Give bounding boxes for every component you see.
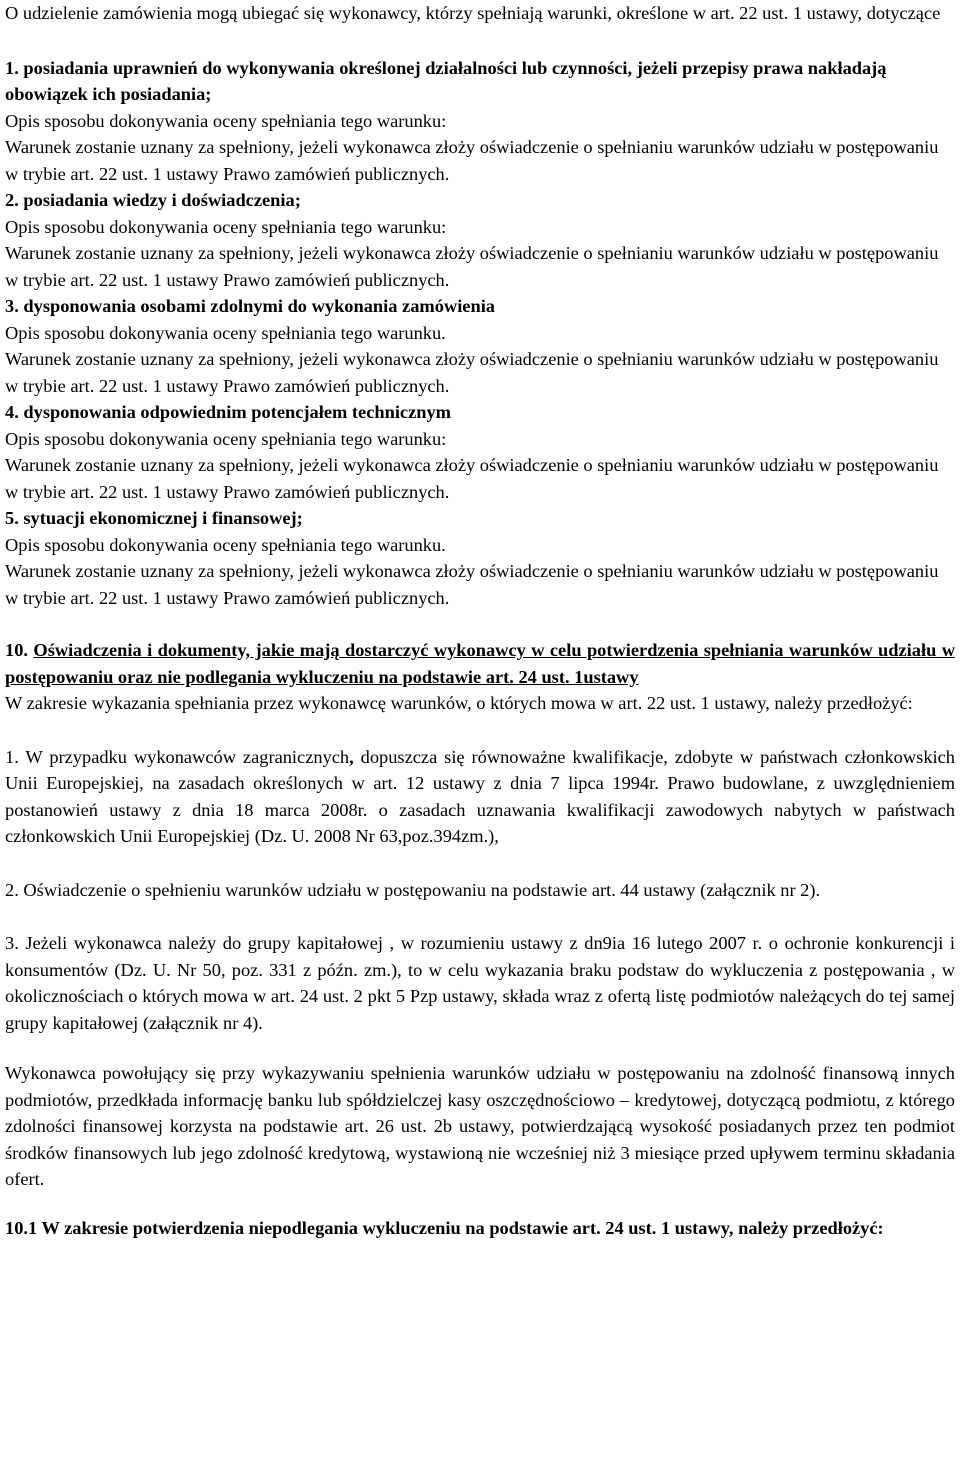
condition-heading: 1. posiadania uprawnień do wykonywania określonej działalności lub czynności, jeżeli przepisy prawa nakładają obowiązek ich posiadania; xyxy=(5,57,887,104)
section-10-title: Oświadczenia i dokumenty, jakie mają dostarczyć wykonawcy w celu potwierdzenia spełniania warunków udziału w postępowaniu oraz nie podlegania wykluczeniu na podstawie art. 24 ust. 1ustawy xyxy=(5,640,955,687)
intro-paragraph: O udzielenie zamówienia mogą ubiegać się wykonawcy, którzy spełniają warunki, określone w art. 22 ust. 1 ustawy, dotyczące xyxy=(5,3,941,23)
condition-assessment-label: Opis sposobu dokonywania oceny spełniania tego warunku: xyxy=(5,110,447,131)
condition-2 xyxy=(5,187,955,293)
section-10-item-3: 3. Jeżeli wykonawca należy do grupy kapitałowej , w rozumieniu ustawy z dn9ia 16 lutego 2007 r. o ochronie konkurencji i konsumentów (Dz. U. Nr 50, poz. 331 z późn. zm.), to w celu wykazania braku podstaw do wykluczenia z postępowania , w okolicznościach o których mowa w art. 24 ust. 2 pkt 5 Pzp ustawy, składa wraz z ofertą listę podmiotów należących do tej samej grupy kapitałowej (załącznik nr 4). xyxy=(5,933,955,1033)
condition-assessment-label: Opis sposobu dokonywania oceny spełniania tego warunku. xyxy=(5,322,446,343)
section-10-item-1 xyxy=(5,744,955,850)
section-10-number: 10. xyxy=(5,640,28,660)
condition-assessment-text: Warunek zostanie uznany za spełniony, jeżeli wykonawca złoży oświadczenie o spełnianiu warunków udziału w postępowaniu w trybie art. 22 ust. 1 ustawy Prawo zamówień publicznych. xyxy=(5,455,939,502)
financial-capacity-paragraph: Wykonawca powołujący się przy wykazywaniu spełnienia warunków udziału w postępowaniu na zdolność finansową innych podmiotów, przedkłada informację banku lub spółdzielczej kasy oszczędnościowo – kredytowej, dotyczącą podmiotu, z którego zdolności finansowej korzysta na podstawie art. 26 ust. 2b ustawy, potwierdzającą wysokość posiadanych przez ten podmiot środków finansowych lub jego zdolność kredytową, wystawioną nie wcześniej niż 3 miesiące przed upływem terminu składania ofert. xyxy=(5,1063,955,1189)
condition-assessment-label: Opis sposobu dokonywania oceny spełniania tego warunku. xyxy=(5,534,446,555)
condition-1 xyxy=(5,55,955,188)
condition-4 xyxy=(5,399,955,505)
condition-heading: 3. dysponowania osobami zdolnymi do wykonania zamówienia xyxy=(5,296,496,316)
item-1-comma: , xyxy=(349,746,354,767)
condition-heading: 2. posiadania wiedzy i doświadczenia; xyxy=(5,190,301,210)
section-10-lead: W zakresie wykazania spełniania przez wykonawcę warunków, o których mowa w art. 22 ust. 1 ustawy, należy przedłożyć: xyxy=(5,693,913,713)
item-1-rest: dopuszcza się równoważne kwalifikacje, zdobyte w państwach członkowskich Unii Europejskiej, na zasadach określonych w art. 12 ustawy z dnia 7 lipca 1994r. Prawo budowlane, z uwzględnieniem postanowień ustawy z dnia 18 marca 2008r. o zasadach uznawania kwalifikacji zawodowych nabytych w państwach członkowskich Unii Europejskiej (Dz. U. 2008 Nr 63,poz.394zm.), xyxy=(5,746,955,846)
section-10-heading xyxy=(5,637,955,690)
condition-heading: 5. sytuacji ekonomicznej i finansowej; xyxy=(5,508,303,528)
condition-assessment-label: Opis sposobu dokonywania oceny spełniania tego warunku: xyxy=(5,428,447,449)
condition-assessment-text: Warunek zostanie uznany za spełniony, jeżeli wykonawca złoży oświadczenie o spełnianiu warunków udziału w postępowaniu w trybie art. 22 ust. 1 ustawy Prawo zamówień publicznych. xyxy=(5,243,939,290)
section-10-1-heading: 10.1 W zakresie potwierdzenia niepodlegania wykluczeniu na podstawie art. 24 ust. 1 ustawy, należy przedłożyć: xyxy=(5,1217,884,1238)
item-1-start: 1. W przypadku wykonawców zagranicznych xyxy=(5,746,350,767)
condition-assessment-text: Warunek zostanie uznany za spełniony, jeżeli wykonawca złoży oświadczenie o spełnianiu warunków udziału w postępowaniu w trybie art. 22 ust. 1 ustawy Prawo zamówień publicznych. xyxy=(5,561,939,608)
condition-3 xyxy=(5,293,955,399)
condition-assessment-label: Opis sposobu dokonywania oceny spełniania tego warunku: xyxy=(5,216,447,237)
condition-assessment-text: Warunek zostanie uznany za spełniony, jeżeli wykonawca złoży oświadczenie o spełnianiu warunków udziału w postępowaniu w trybie art. 22 ust. 1 ustawy Prawo zamówień publicznych. xyxy=(5,137,939,184)
condition-assessment-text: Warunek zostanie uznany za spełniony, jeżeli wykonawca złoży oświadczenie o spełnianiu warunków udziału w postępowaniu w trybie art. 22 ust. 1 ustawy Prawo zamówień publicznych. xyxy=(5,349,939,396)
section-10-item-2: 2. Oświadczenie o spełnieniu warunków udziału w postępowaniu na podstawie art. 44 ustawy (załącznik nr 2). xyxy=(5,879,821,900)
condition-heading: 4. dysponowania odpowiednim potencjałem technicznym xyxy=(5,402,451,422)
condition-5 xyxy=(5,505,955,611)
